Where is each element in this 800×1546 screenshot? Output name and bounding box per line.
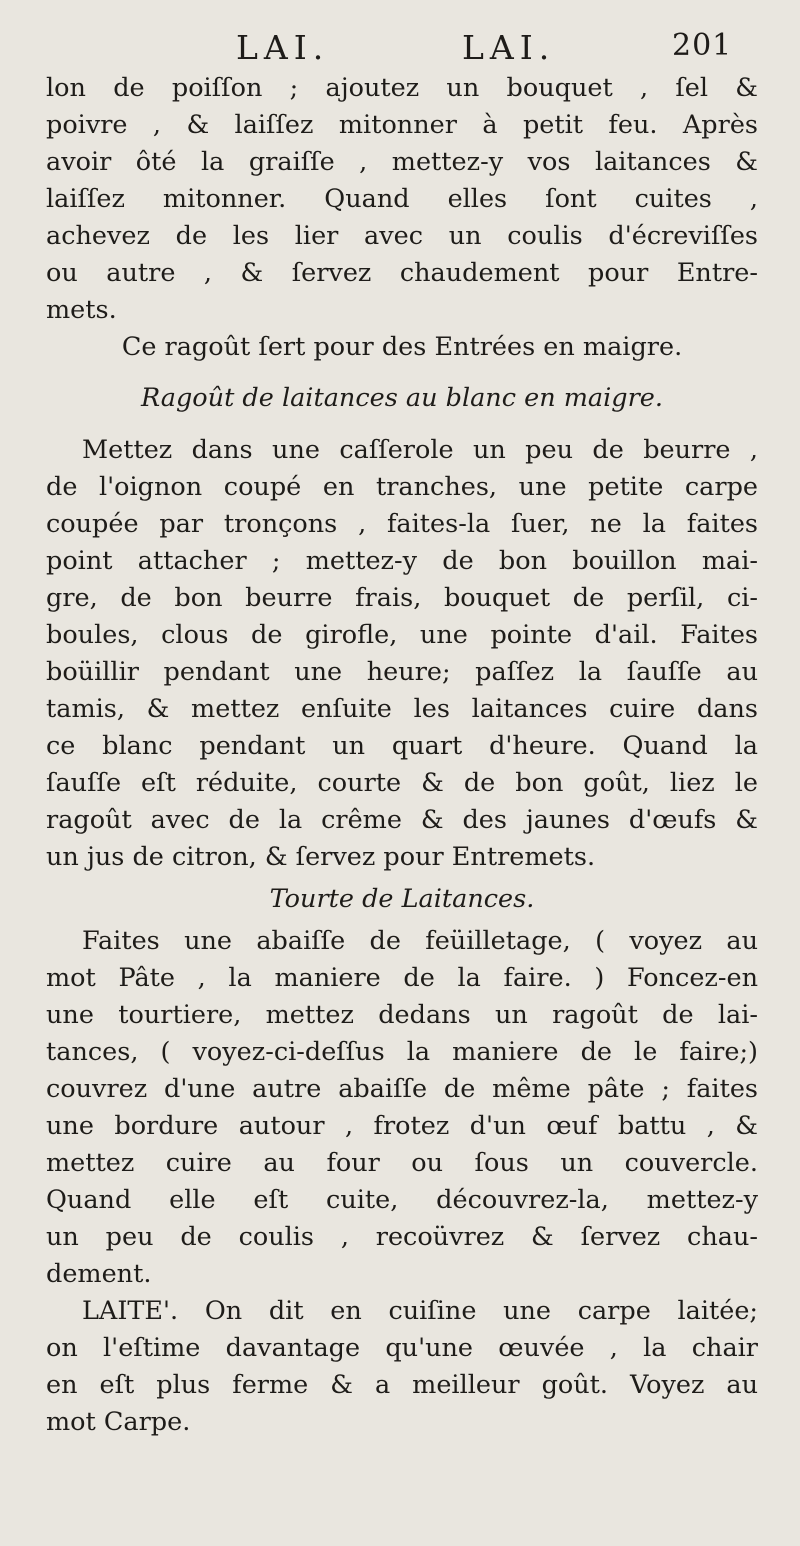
- text-line: achevez de les lier avec un coulis d'écreviſſes: [46, 221, 758, 251]
- text-line: Mettez dans une caſſerole un peu de beurre ,: [82, 435, 758, 465]
- text-line: une tourtiere, mettez dedans un ragoût de lai-: [46, 1000, 758, 1030]
- text-line: avoir ôté la graiſſe , mettez-y vos laitances &: [46, 147, 758, 177]
- recipe-title: Tourte de Laitances.: [269, 884, 535, 914]
- text-line: Faites une abaiſſe de feüilletage, ( voyez au: [82, 926, 758, 956]
- text-line: Quand elle eſt cuite, découvrez-la, mettez-y: [46, 1185, 758, 1215]
- text-line: ſauſſe eſt réduite, courte & de bon goût, liez le: [46, 768, 758, 798]
- text-line: coupée par tronçons , faites-la ſuer, ne la faites: [46, 509, 758, 539]
- text-line: un peu de coulis , recoüvrez & ſervez chau-: [46, 1222, 758, 1252]
- text-line: une bordure autour , frotez d'un œuf battu , &: [46, 1111, 758, 1141]
- text-line: mettez cuire au four ou ſous un couvercle.: [46, 1148, 758, 1178]
- paragraph-entry-laite: [46, 1293, 758, 1441]
- text-line: tances, ( voyez-ci-deſſus la maniere de le faire;): [46, 1037, 758, 1067]
- text-line: un jus de citron, & ſervez pour Entremets.: [46, 842, 596, 872]
- text-line: lon de poiſſon ; ajoutez un bouquet , ſel &: [46, 73, 758, 103]
- paragraph-note: Ce ragoût ſert pour des Entrées en maigre.: [121, 332, 683, 362]
- text-line: mets.: [46, 295, 117, 325]
- text-line: de l'oignon coupé en tranches, une petite carpe: [46, 472, 758, 502]
- text-line: gre, de bon beurre frais, bouquet de perſil, ci-: [46, 583, 758, 613]
- text-line: on l'eſtime davantage qu'une œuvée , la chair: [46, 1333, 758, 1363]
- page-body: [46, 70, 758, 1441]
- text-line: boüillir pendant une heure; paſſez la ſauſſe au: [46, 657, 758, 687]
- text-line: LAITE'. On dit en cuiſine une carpe laitée;: [82, 1296, 758, 1326]
- text-line: mot Pâte , la maniere de la faire. ) Foncez-en: [46, 963, 758, 993]
- page-number: 201: [672, 28, 733, 63]
- text-line: ce blanc pendant un quart d'heure. Quand la: [46, 731, 758, 761]
- paragraph-continued: [46, 70, 758, 329]
- text-line: point attacher ; mettez-y de bon bouillon mai-: [46, 546, 758, 576]
- paragraph-recipe-2: [46, 923, 758, 1293]
- header-center: LAI.: [462, 28, 556, 67]
- header-left: LAI.: [236, 28, 330, 67]
- text-line: dement.: [46, 1259, 152, 1289]
- text-line: couvrez d'une autre abaiſſe de même pâte ; faites: [46, 1074, 758, 1104]
- text-line: poivre , & laiſſez mitonner à petit feu. Après: [46, 110, 758, 140]
- text-line: en eſt plus ferme & a meilleur goût. Voyez au: [46, 1370, 758, 1400]
- recipe-title: Ragoût de laitances au blanc en maigre.: [140, 383, 663, 413]
- text-line: tamis, & mettez enſuite les laitances cuire dans: [46, 694, 758, 724]
- text-line: ragoût avec de la crême & des jaunes d'œufs &: [46, 805, 758, 835]
- paragraph-recipe-1: [46, 432, 758, 876]
- running-header: [0, 28, 800, 72]
- text-line: boules, clous de girofle, une pointe d'ail. Faites: [46, 620, 758, 650]
- text-line: laiſſez mitonner. Quand elles ſont cuites ,: [46, 184, 758, 214]
- text-line: ou autre , & ſervez chaudement pour Entre-: [46, 258, 758, 288]
- text-line: mot Carpe.: [46, 1407, 191, 1437]
